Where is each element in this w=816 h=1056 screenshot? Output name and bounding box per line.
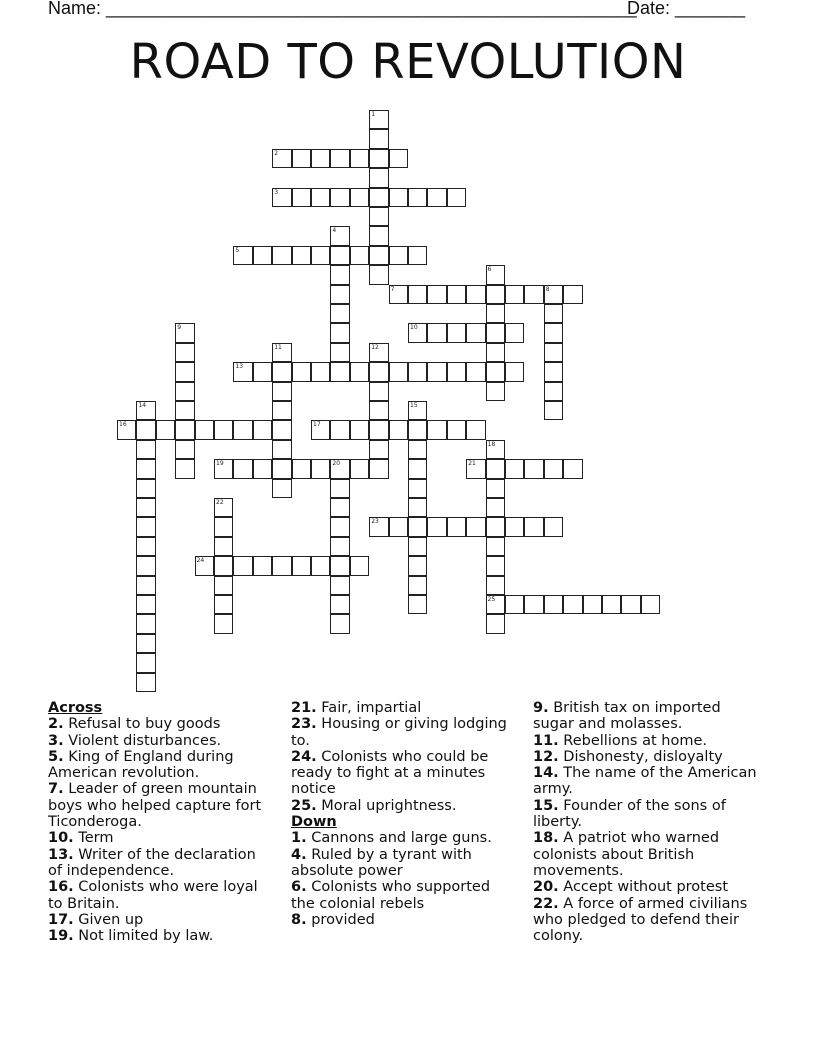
- grid-cell[interactable]: [427, 285, 446, 304]
- clue-item: 7. Leader of green mountain boys who helped capture fort Ticonderoga.: [48, 781, 262, 831]
- grid-cell[interactable]: [350, 149, 369, 168]
- grid-cell[interactable]: [369, 265, 388, 284]
- clues-column-2: [291, 700, 513, 928]
- clue-number: 17: [313, 421, 321, 429]
- clue-item: 8. provided: [291, 911, 375, 928]
- clue-number-label: 8.: [291, 911, 307, 928]
- grid-cell[interactable]: [389, 188, 408, 207]
- clue-number: 18: [487, 440, 496, 448]
- grid-cell[interactable]: [292, 362, 311, 381]
- clue-number-label: 12.: [533, 748, 559, 765]
- clue-number-label: 1.: [291, 830, 307, 847]
- clue-item: 24. Colonists who could be ready to fight at a minutes notice: [291, 748, 489, 798]
- grid-cell[interactable]: [272, 362, 291, 381]
- grid-cell[interactable]: [486, 343, 505, 362]
- grid-cell[interactable]: [311, 188, 330, 207]
- grid-cell[interactable]: [253, 362, 272, 381]
- clue-item: 25. Moral uprightness.: [291, 797, 457, 814]
- date-label: Date:: [627, 0, 671, 18]
- grid-cell[interactable]: [330, 362, 349, 381]
- grid-cell[interactable]: [175, 401, 194, 420]
- clue-item: 4. Ruled by a tyrant with absolute power: [291, 846, 472, 879]
- grid-cell[interactable]: [136, 614, 155, 633]
- grid-cell[interactable]: [369, 168, 388, 187]
- grid-cell[interactable]: [563, 595, 582, 614]
- clue-number-label: 4.: [291, 846, 307, 863]
- grid-cell[interactable]: [311, 459, 330, 478]
- clue-number-label: 3.: [48, 732, 64, 749]
- grid-cell[interactable]: [505, 595, 524, 614]
- grid-cell[interactable]: [292, 556, 311, 575]
- clue-number: 6: [487, 266, 492, 274]
- grid-cell[interactable]: [544, 595, 563, 614]
- grid-cell[interactable]: [330, 343, 349, 362]
- clue-number: 10: [410, 324, 418, 332]
- grid-cell[interactable]: [214, 576, 233, 595]
- grid-cell[interactable]: [330, 420, 349, 439]
- grid-cell[interactable]: [292, 459, 311, 478]
- grid-cell[interactable]: [350, 420, 369, 439]
- grid-cell[interactable]: [505, 362, 524, 381]
- grid-cell[interactable]: [544, 323, 563, 342]
- grid-cell[interactable]: [330, 576, 349, 595]
- clue-number: 16: [119, 421, 127, 429]
- clue-number-label: 23.: [291, 716, 317, 733]
- grid-cell[interactable]: [330, 285, 349, 304]
- grid-cell[interactable]: [369, 459, 388, 478]
- clue-number-label: 13.: [48, 846, 74, 863]
- grid-cell[interactable]: [524, 459, 543, 478]
- clue-number: 21: [468, 460, 476, 468]
- clue-number: 12: [371, 343, 379, 351]
- grid-cell[interactable]: [486, 459, 505, 478]
- clue-number-label: 10.: [48, 830, 74, 847]
- grid-cell[interactable]: [253, 420, 272, 439]
- grid-cell[interactable]: [486, 576, 505, 595]
- grid-cell[interactable]: [330, 246, 349, 265]
- clue-number: 8: [545, 285, 550, 293]
- grid-cell[interactable]: [524, 517, 543, 536]
- clue-number: 15: [410, 402, 418, 409]
- clue-item: 17. Given up: [48, 911, 144, 928]
- grid-cell[interactable]: [195, 420, 214, 439]
- grid-cell[interactable]: [505, 517, 524, 536]
- grid-cell[interactable]: [447, 420, 466, 439]
- grid-cell[interactable]: [311, 149, 330, 168]
- grid-cell[interactable]: [544, 382, 563, 401]
- grid-cell[interactable]: [389, 517, 408, 536]
- grid-cell[interactable]: [486, 479, 505, 498]
- grid-cell[interactable]: [175, 362, 194, 381]
- grid-cell[interactable]: [389, 149, 408, 168]
- grid-cell[interactable]: [272, 479, 291, 498]
- grid-cell[interactable]: [272, 420, 291, 439]
- grid-cell[interactable]: [408, 285, 427, 304]
- grid-cell[interactable]: [350, 362, 369, 381]
- grid-cell[interactable]: [369, 207, 388, 226]
- grid-cell[interactable]: [136, 673, 155, 692]
- grid-cell[interactable]: [330, 517, 349, 536]
- grid-cell[interactable]: [544, 343, 563, 362]
- grid-cell[interactable]: [311, 246, 330, 265]
- grid-cell[interactable]: [330, 614, 349, 633]
- grid-cell[interactable]: [447, 362, 466, 381]
- grid-cell[interactable]: [486, 614, 505, 633]
- clue-number-label: 18.: [533, 830, 559, 847]
- grid-cell[interactable]: [136, 576, 155, 595]
- clue-item: 3. Violent disturbances.: [48, 732, 222, 749]
- clue-number: 22: [216, 499, 224, 506]
- grid-cell[interactable]: [369, 246, 388, 265]
- name-line[interactable]: _____________________________________________________: [106, 0, 637, 18]
- date-line[interactable]: _______: [675, 0, 746, 18]
- grid-cell[interactable]: [466, 420, 485, 439]
- grid-cell[interactable]: [330, 498, 349, 517]
- grid-cell[interactable]: [486, 304, 505, 323]
- grid-cell[interactable]: [136, 440, 155, 459]
- clue-number: 9: [177, 324, 182, 332]
- grid-cell[interactable]: [136, 634, 155, 653]
- grid-cell[interactable]: [214, 517, 233, 536]
- clue-item: 1. Cannons and large guns.: [291, 830, 492, 847]
- grid-cell[interactable]: [253, 459, 272, 478]
- clue-number: 11: [274, 343, 282, 351]
- grid-cell[interactable]: [486, 382, 505, 401]
- grid-cell[interactable]: [369, 382, 388, 401]
- name-label: Name:: [48, 0, 102, 18]
- grid-cell[interactable]: [408, 188, 427, 207]
- clue-number-label: 2.: [48, 716, 64, 733]
- grid-cell[interactable]: [330, 479, 349, 498]
- grid-cell[interactable]: [427, 420, 446, 439]
- clue-item: 9. British tax on imported sugar and molasses.: [533, 700, 721, 733]
- grid-cell[interactable]: [544, 362, 563, 381]
- grid-cell[interactable]: [524, 285, 543, 304]
- grid-cell[interactable]: [505, 459, 524, 478]
- grid-cell[interactable]: [466, 323, 485, 342]
- clue-number: 20: [332, 460, 341, 468]
- grid-cell[interactable]: [486, 362, 505, 381]
- grid-cell[interactable]: [583, 595, 602, 614]
- grid-cell[interactable]: [330, 537, 349, 556]
- grid-cell[interactable]: [350, 556, 369, 575]
- grid-cell[interactable]: [505, 323, 524, 342]
- grid-cell[interactable]: [389, 420, 408, 439]
- grid-cell[interactable]: [563, 459, 582, 478]
- grid-cell[interactable]: [272, 246, 291, 265]
- grid-cell[interactable]: [272, 401, 291, 420]
- clue-number: 4: [332, 227, 337, 235]
- grid-cell[interactable]: [408, 246, 427, 265]
- clue-number-label: 22.: [533, 895, 559, 912]
- grid-cell[interactable]: [233, 459, 252, 478]
- grid-cell[interactable]: [136, 595, 155, 614]
- clue-item: 14. The name of the American army.: [533, 765, 757, 798]
- clue-item: 11. Rebellions at home.: [533, 732, 707, 749]
- grid-cell[interactable]: [486, 537, 505, 556]
- grid-cell[interactable]: [136, 537, 155, 556]
- clue-number-label: 19.: [48, 928, 74, 945]
- clue-number-label: 5.: [48, 748, 64, 765]
- grid-cell[interactable]: [175, 440, 194, 459]
- clue-number-label: 20.: [533, 879, 559, 896]
- grid-cell[interactable]: [641, 595, 660, 614]
- grid-cell[interactable]: [369, 129, 388, 148]
- grid-cell[interactable]: [408, 479, 427, 498]
- grid-cell[interactable]: [369, 188, 388, 207]
- grid-cell[interactable]: [486, 498, 505, 517]
- grid-cell[interactable]: [253, 556, 272, 575]
- clue-number-label: 14.: [533, 765, 559, 782]
- clue-item: 18. A patriot who warned colonists about British movements.: [533, 830, 720, 879]
- grid-cell[interactable]: [389, 246, 408, 265]
- clue-number-label: 21.: [291, 700, 317, 716]
- grid-cell[interactable]: [272, 556, 291, 575]
- grid-cell[interactable]: [292, 149, 311, 168]
- clues-column-1: [48, 700, 270, 944]
- grid-cell[interactable]: [563, 285, 582, 304]
- grid-cell[interactable]: [272, 440, 291, 459]
- clue-number-label: 15.: [533, 797, 559, 814]
- clue-item: 19. Not limited by law.: [48, 928, 214, 945]
- grid-cell[interactable]: [369, 362, 388, 381]
- grid-cell[interactable]: [136, 459, 155, 478]
- clue-item: 6. Colonists who supported the colonial rebels: [291, 879, 491, 912]
- grid-cell[interactable]: [330, 595, 349, 614]
- grid-cell[interactable]: [214, 420, 233, 439]
- grid-cell[interactable]: [330, 149, 349, 168]
- grid-cell[interactable]: [427, 517, 446, 536]
- grid-cell[interactable]: [427, 188, 446, 207]
- grid-cell[interactable]: [486, 285, 505, 304]
- clue-number-label: 17.: [48, 911, 74, 928]
- grid-cell[interactable]: [408, 556, 427, 575]
- clue-item: 13. Writer of the declaration of independence.: [48, 846, 256, 879]
- grid-cell[interactable]: [292, 246, 311, 265]
- clue-number: 14: [138, 402, 147, 409]
- clue-number-label: 25.: [291, 797, 317, 814]
- grid-cell[interactable]: [214, 556, 233, 575]
- grid-cell[interactable]: [602, 595, 621, 614]
- grid-cell[interactable]: [272, 459, 291, 478]
- clue-number-label: 16.: [48, 879, 74, 896]
- grid-cell[interactable]: [175, 343, 194, 362]
- grid-cell[interactable]: [311, 362, 330, 381]
- clue-item: 21. Fair, impartial: [291, 700, 422, 716]
- grid-cell[interactable]: [544, 459, 563, 478]
- clue-number: 13: [235, 363, 244, 371]
- grid-cell[interactable]: [136, 653, 155, 672]
- grid-cell[interactable]: [408, 362, 427, 381]
- grid-cell[interactable]: [486, 323, 505, 342]
- clue-item: 20. Accept without protest: [533, 879, 729, 896]
- clue-number: 5: [235, 246, 240, 254]
- grid-cell[interactable]: [175, 459, 194, 478]
- grid-cell[interactable]: [524, 595, 543, 614]
- grid-cell[interactable]: [427, 323, 446, 342]
- grid-cell[interactable]: [408, 576, 427, 595]
- clue-item: 23. Housing or giving lodging to.: [291, 716, 507, 749]
- grid-cell[interactable]: [447, 188, 466, 207]
- page-title: ROAD TO REVOLUTION: [129, 34, 687, 90]
- grid-cell[interactable]: [486, 556, 505, 575]
- clue-number-label: 11.: [533, 732, 559, 749]
- grid-cell[interactable]: [466, 362, 485, 381]
- clue-number: 3: [274, 188, 279, 196]
- grid-cell[interactable]: [447, 285, 466, 304]
- grid-cell[interactable]: [330, 323, 349, 342]
- grid-cell[interactable]: [447, 323, 466, 342]
- clue-item: 15. Founder of the sons of liberty.: [533, 797, 726, 831]
- grid-cell[interactable]: [330, 304, 349, 323]
- clue-number-label: 9.: [533, 700, 549, 716]
- grid-cell[interactable]: [136, 556, 155, 575]
- grid-cell[interactable]: [389, 362, 408, 381]
- clue-number: 24: [196, 557, 205, 565]
- grid-cell[interactable]: [350, 459, 369, 478]
- clue-item: 16. Colonists who were loyal to Britain.: [48, 879, 258, 912]
- grid-cell[interactable]: [447, 517, 466, 536]
- grid-cell[interactable]: [408, 498, 427, 517]
- grid-cell[interactable]: [350, 188, 369, 207]
- grid-cell[interactable]: [408, 440, 427, 459]
- grid-cell[interactable]: [427, 362, 446, 381]
- down-heading: Down: [291, 814, 337, 831]
- grid-cell[interactable]: [272, 382, 291, 401]
- clue-number: 1: [371, 111, 376, 118]
- clue-number: 2: [274, 149, 279, 157]
- grid-cell[interactable]: [544, 517, 563, 536]
- grid-cell[interactable]: [330, 556, 349, 575]
- grid-cell[interactable]: [408, 459, 427, 478]
- clue-item: 2. Refusal to buy goods: [48, 716, 221, 733]
- grid-cell[interactable]: [408, 595, 427, 614]
- clue-number-label: 7.: [48, 781, 64, 798]
- grid-cell[interactable]: [408, 517, 427, 536]
- grid-cell[interactable]: [505, 285, 524, 304]
- grid-cell[interactable]: [408, 537, 427, 556]
- grid-cell[interactable]: [233, 556, 252, 575]
- grid-cell[interactable]: [156, 420, 175, 439]
- grid-cell[interactable]: [214, 537, 233, 556]
- grid-cell[interactable]: [369, 401, 388, 420]
- grid-cell[interactable]: [214, 614, 233, 633]
- grid-cell[interactable]: [214, 595, 233, 614]
- grid-cell[interactable]: [544, 401, 563, 420]
- grid-cell[interactable]: [466, 517, 485, 536]
- grid-cell[interactable]: [369, 149, 388, 168]
- clue-number: 7: [390, 285, 395, 293]
- grid-cell[interactable]: [292, 188, 311, 207]
- grid-cell[interactable]: [175, 382, 194, 401]
- grid-cell[interactable]: [466, 285, 485, 304]
- clue-item: 5. King of England during American revolution.: [48, 748, 234, 782]
- grid-cell[interactable]: [311, 556, 330, 575]
- grid-cell[interactable]: [621, 595, 640, 614]
- clue-number-label: 24.: [291, 748, 317, 765]
- clue-number-label: 6.: [291, 879, 307, 896]
- grid-cell[interactable]: [369, 440, 388, 459]
- grid-cell[interactable]: [408, 420, 427, 439]
- grid-cell[interactable]: [369, 226, 388, 245]
- grid-cell[interactable]: [136, 479, 155, 498]
- grid-cell[interactable]: [330, 188, 349, 207]
- grid-cell[interactable]: [175, 420, 194, 439]
- clue-item: 10. Term: [48, 830, 114, 847]
- clue-item: 22. A force of armed civilians who pledged to defend their colony.: [533, 895, 748, 945]
- grid-cell[interactable]: [486, 517, 505, 536]
- clue-number: 25: [487, 596, 496, 603]
- grid-cell[interactable]: [330, 265, 349, 284]
- clue-number: 23: [371, 518, 379, 526]
- grid-cell[interactable]: [350, 246, 369, 265]
- across-heading: Across: [48, 700, 103, 716]
- clue-item: 12. Dishonesty, disloyalty: [533, 748, 723, 765]
- grid-cell[interactable]: [544, 304, 563, 323]
- grid-cell[interactable]: [136, 420, 155, 439]
- grid-cell[interactable]: [253, 246, 272, 265]
- grid-cell[interactable]: [136, 517, 155, 536]
- clues-column-3: [533, 700, 765, 944]
- clue-number: 19: [216, 460, 224, 468]
- grid-cell[interactable]: [136, 498, 155, 517]
- grid-cell[interactable]: [369, 420, 388, 439]
- grid-cell[interactable]: [233, 420, 252, 439]
